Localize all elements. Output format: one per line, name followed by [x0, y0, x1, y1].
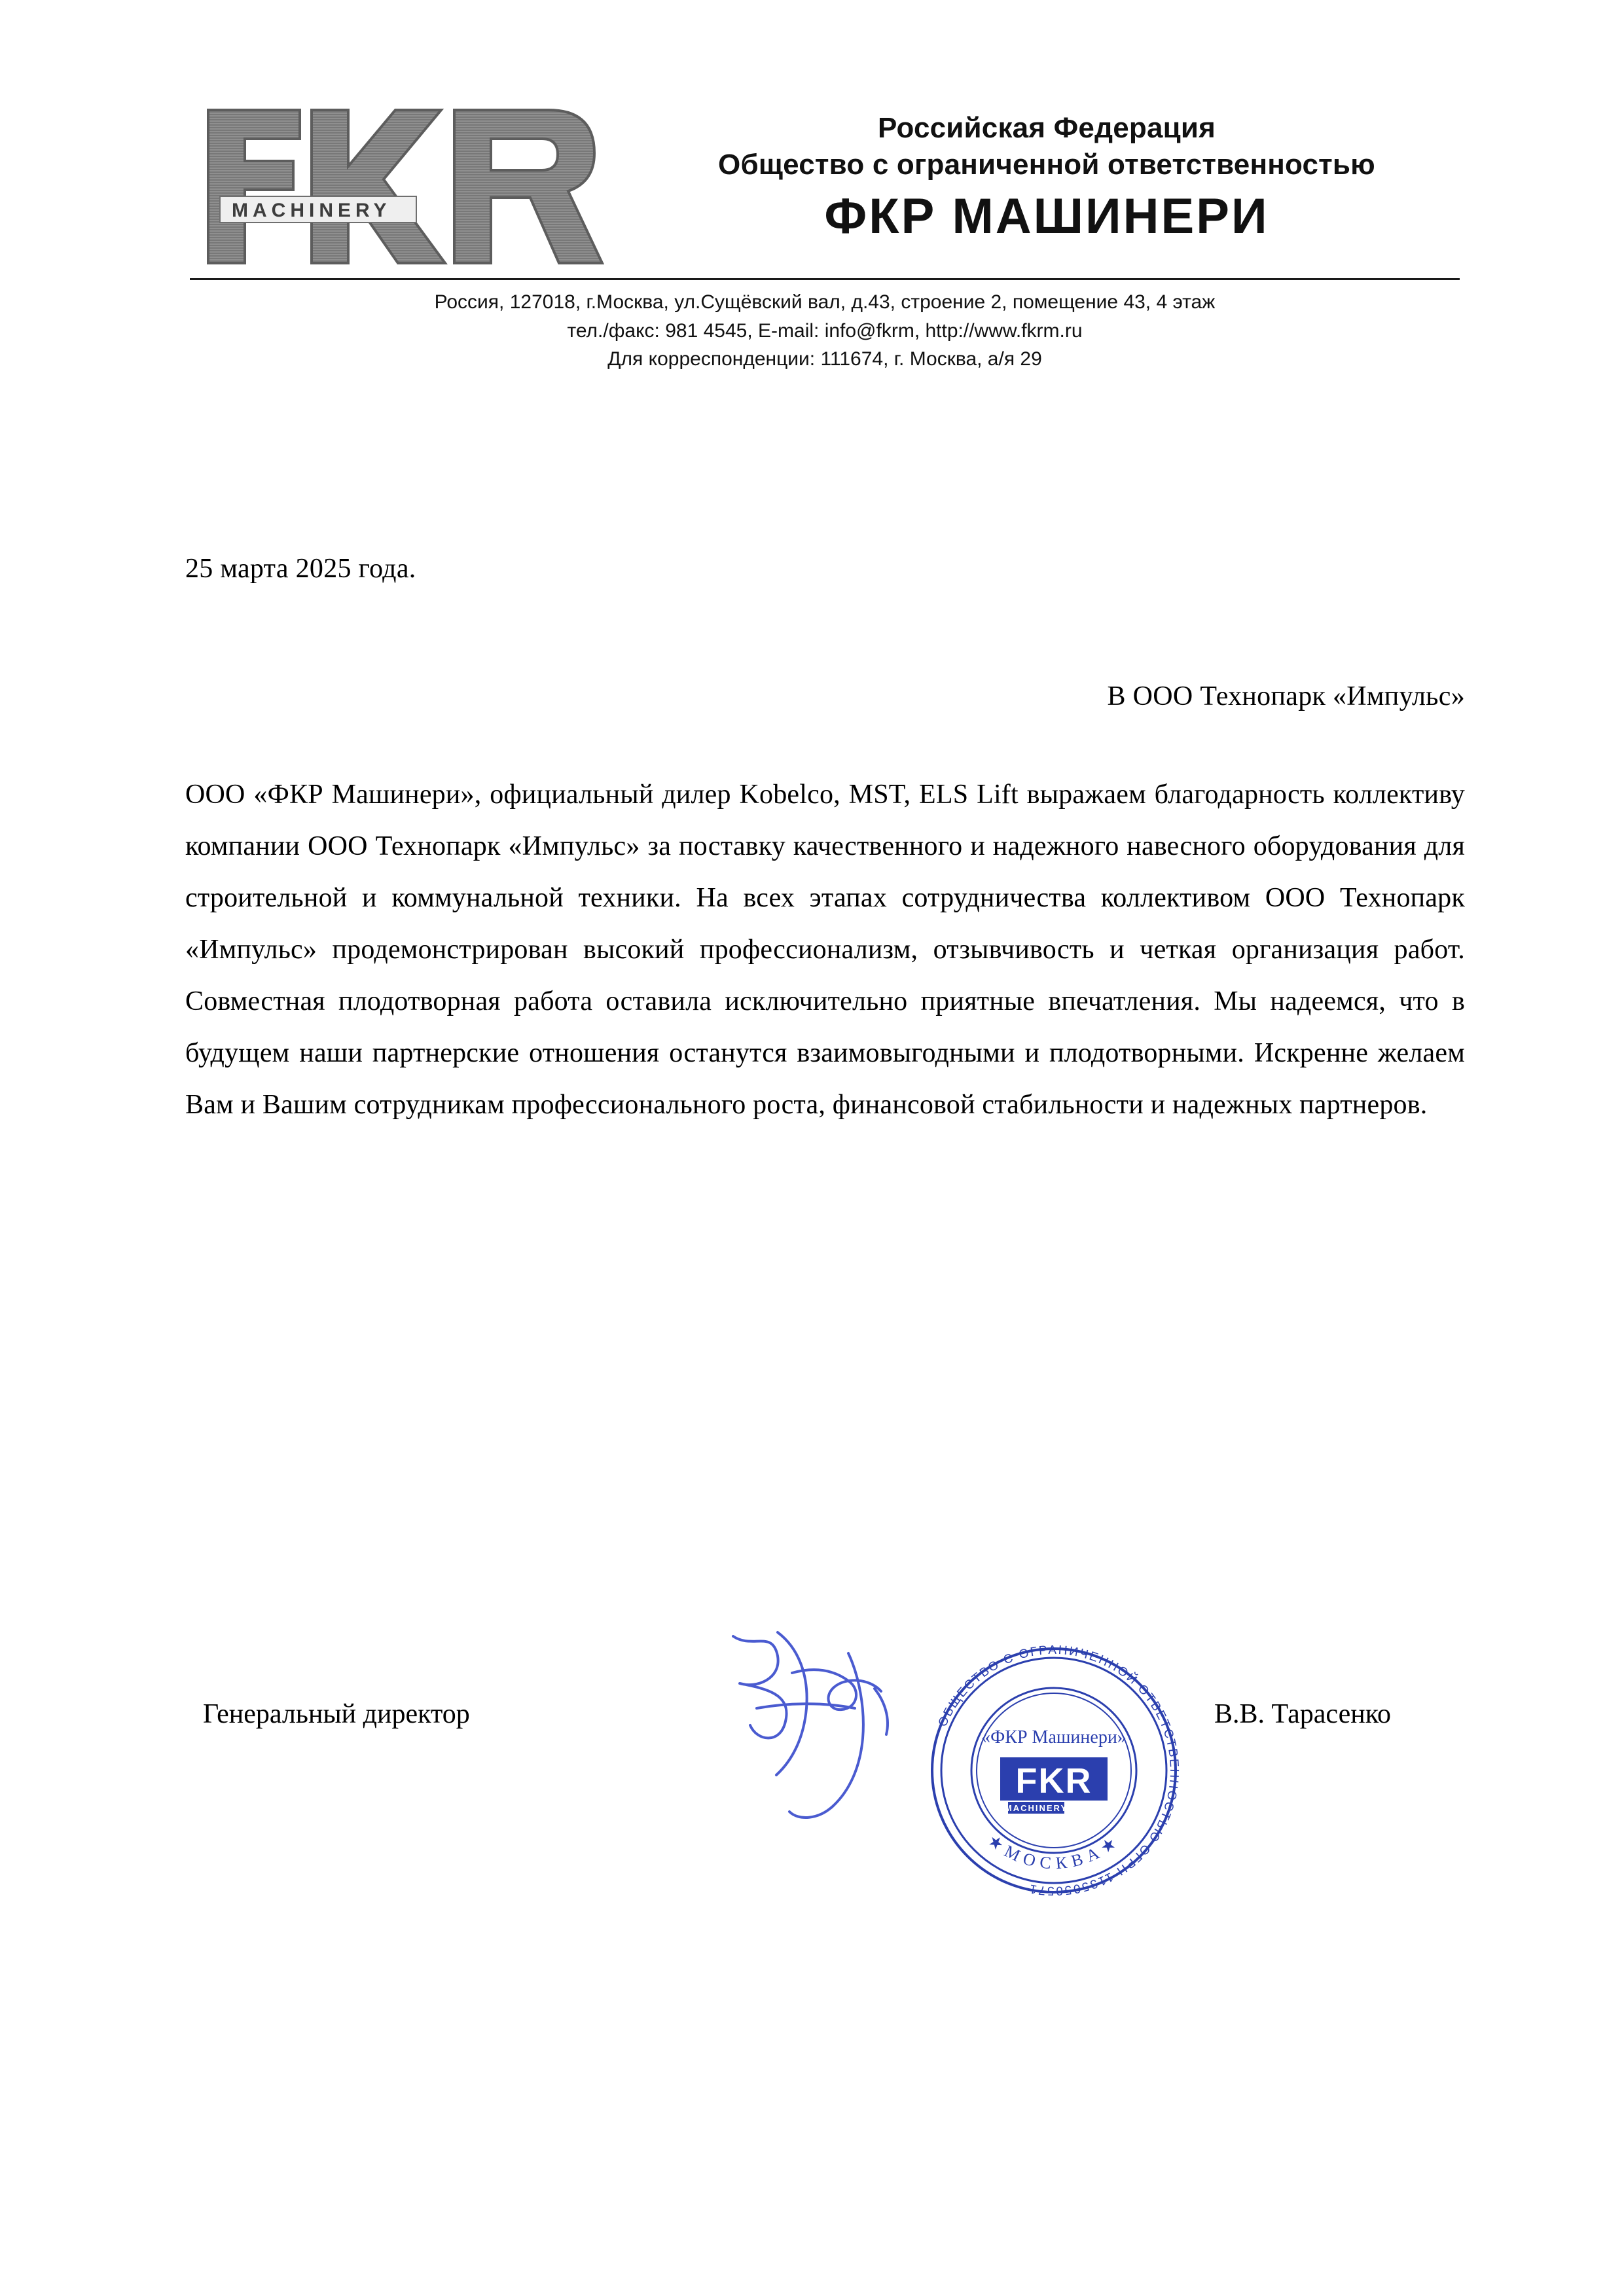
fkr-machinery-logo	[202, 98, 621, 275]
svg-text:«ФКР Машинери»: «ФКР Машинери»	[981, 1727, 1127, 1748]
svg-text:★ М О С К В А ★: ★ М О С К В А ★	[984, 1830, 1121, 1873]
organization-block	[621, 98, 1460, 245]
svg-text:FKR: FKR	[1015, 1761, 1092, 1801]
svg-text:MACHINERY: MACHINERY	[232, 200, 391, 221]
svg-text:ОБЩЕСТВО С ОГРАНИЧЕННОЙ ОТВЕТС: ОБЩЕСТВО С ОГРАНИЧЕННОЙ ОТВЕТСТВЕННОСТЬЮ ОГРН 1135050571	[935, 1643, 1182, 1898]
country-line: Российская Федерация	[878, 112, 1216, 144]
letterhead	[190, 98, 1460, 275]
letter-body-text: ООО «ФКР Машинери», официальный дилер Kobelco, MST, ELS Lift выражаем благодарность коллективу компании ООО Технопарк «Импульс» за поставку качественного и надежного навесного оборудования для строительной и коммунальной техники. На всех этапах сотрудничества коллективом ООО Технопарк «Импульс» продемонстрирован высокий профессионализм, отзывчивость и четкая организация работ. Совместная плодотворная работа оставила исключительно приятные впечатления. Мы надеемся, что в будущем наши партнерские отношения останутся взаимовыгодными и плодотворными. Искренне желаем Вам и Вашим сотрудникам профессионального роста, финансовой стабильности и надежных партнеров.	[185, 780, 1465, 1120]
addressee: В ООО Технопарк «Импульс»	[1107, 681, 1465, 711]
contact-address: Россия, 127018, г.Москва, ул.Сущёвский вал, д.43, строение 2, помещение 43, 4 этаж	[434, 291, 1216, 313]
signer-name: В.В. Тарасенко	[1214, 1699, 1391, 1729]
company-name: ФКР МАШИНЕРИ	[824, 188, 1269, 244]
company-round-stamp	[916, 1633, 1191, 1908]
header-divider	[190, 278, 1460, 280]
signer-title: Генеральный директор	[203, 1699, 470, 1729]
contact-phone-email: тел./факс: 981 4545, E-mail: info@fkrm, http://www.fkrm.ru	[567, 319, 1083, 342]
document-date: 25 марта 2025 года.	[185, 554, 416, 584]
svg-text:MACHINERY: MACHINERY	[1004, 1803, 1068, 1813]
legal-form-line: Общество с ограниченной ответственностью	[718, 149, 1375, 181]
contact-mail: Для корреспонденции: 111674, г. Москва, а/я 29	[607, 348, 1042, 370]
letterhead-row	[190, 98, 1460, 275]
contacts-block	[190, 288, 1460, 374]
handwritten-signature	[694, 1610, 943, 1846]
